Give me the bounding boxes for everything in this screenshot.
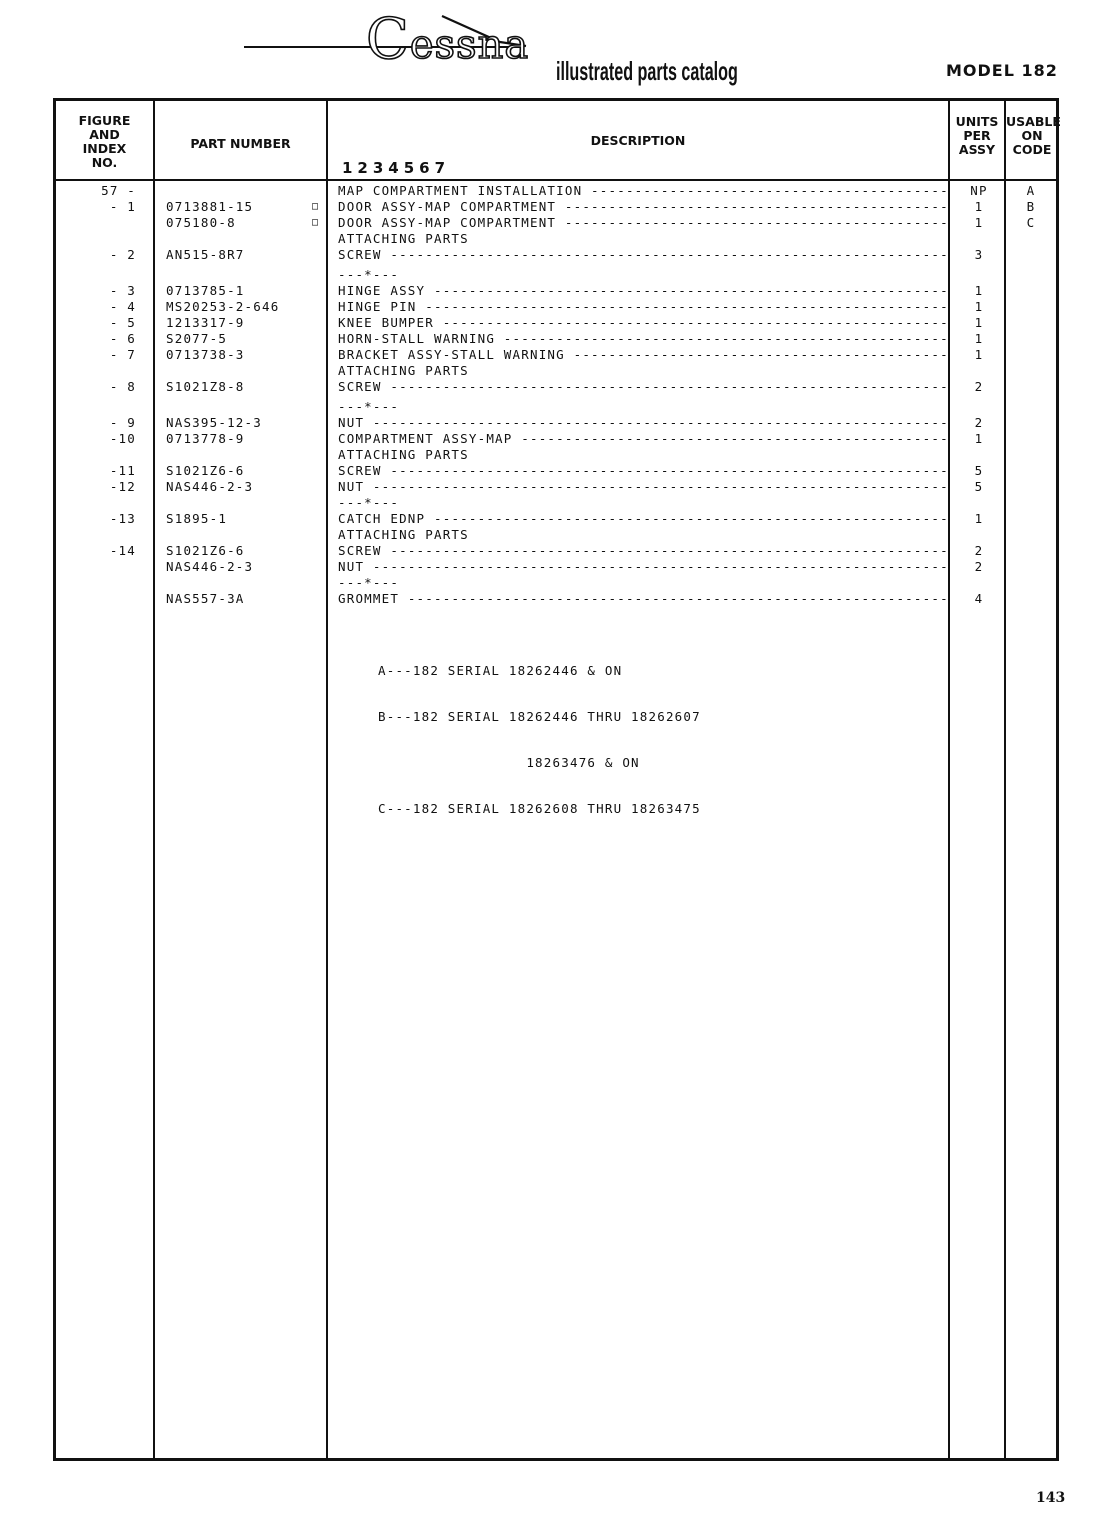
table-row bbox=[56, 575, 1056, 591]
figure-index-cell: -13 bbox=[109, 511, 136, 526]
units-per-assy-cell: 4 bbox=[974, 591, 984, 606]
figure-index-cell: 57 - bbox=[101, 183, 136, 198]
units-per-assy-cell: 1 bbox=[974, 299, 984, 314]
table-row bbox=[56, 247, 1056, 263]
table-row bbox=[56, 479, 1056, 495]
description-cell: GROMMET ----- bbox=[338, 591, 946, 606]
description-cell: ATTACHING PARTS bbox=[338, 527, 469, 542]
usable-code-cell: C bbox=[1026, 215, 1036, 230]
description-cell: CATCH EDNP ----- bbox=[338, 511, 946, 526]
table-row bbox=[56, 215, 1056, 231]
table-row bbox=[56, 591, 1056, 607]
table-row bbox=[56, 431, 1056, 447]
units-per-assy-cell: 1 bbox=[974, 331, 984, 346]
description-cell: NUT ----- bbox=[338, 559, 946, 574]
figure-index-cell: - 6 bbox=[109, 331, 136, 346]
part-number-cell: 075180-8 bbox=[166, 215, 236, 230]
description-cell: ATTACHING PARTS bbox=[338, 231, 469, 246]
description-cell: SCREW ----- bbox=[338, 247, 946, 262]
figure-index-cell: - 3 bbox=[109, 283, 136, 298]
revision-mark: □ bbox=[312, 217, 320, 228]
figure-index-cell: -12 bbox=[109, 479, 136, 494]
serial-notes bbox=[378, 633, 701, 847]
part-number-cell: 0713778-9 bbox=[166, 431, 245, 446]
part-number-cell: 0713785-1 bbox=[166, 283, 245, 298]
page-number: 143 bbox=[1036, 1490, 1066, 1506]
indent-digits: 1234567 bbox=[342, 159, 451, 177]
units-per-assy-cell: 1 bbox=[974, 431, 984, 446]
units-per-assy-cell: 2 bbox=[974, 415, 984, 430]
serial-note: 18263476 & ON bbox=[378, 755, 640, 770]
description-header: DESCRIPTION bbox=[590, 133, 686, 148]
table-row bbox=[56, 399, 1056, 415]
serial-note: C---182 SERIAL 18262608 THRU 18263475 bbox=[378, 801, 701, 816]
description-cell: MAP COMPARTMENT INSTALLATION ----- bbox=[338, 183, 946, 198]
serial-note: B---182 SERIAL 18262446 THRU 18262607 bbox=[378, 709, 701, 724]
part-number-cell: NAS395-12-3 bbox=[166, 415, 262, 430]
description-cell: NUT ----- bbox=[338, 479, 946, 494]
figure-index-cell: - 1 bbox=[109, 199, 136, 214]
table-row bbox=[56, 379, 1056, 395]
catalog-title: illustrated parts catalog bbox=[556, 56, 738, 86]
figure-index-cell: -14 bbox=[109, 543, 136, 558]
description-cell: BRACKET ASSY-STALL WARNING ----- bbox=[338, 347, 946, 362]
description-cell: COMPARTMENT ASSY-MAP ----- bbox=[338, 431, 946, 446]
usable-code-cell: A bbox=[1026, 183, 1036, 198]
description-cell: HORN-STALL WARNING ----- bbox=[338, 331, 946, 346]
header-divider bbox=[56, 179, 1056, 181]
part-number-cell: 0713881-15 bbox=[166, 199, 254, 214]
part-number-cell: S1895-1 bbox=[166, 511, 228, 526]
usable-on-code-header: USABLE ON CODE bbox=[1006, 114, 1061, 157]
part-number-cell: AN515-8R7 bbox=[166, 247, 245, 262]
table-row bbox=[56, 527, 1056, 543]
serial-note: A---182 SERIAL 18262446 & ON bbox=[378, 663, 623, 678]
table-row bbox=[56, 347, 1056, 363]
units-per-assy-cell: 3 bbox=[974, 247, 984, 262]
model-label: MODEL 182 bbox=[946, 61, 1058, 80]
figure-index-cell: -10 bbox=[109, 431, 136, 446]
units-per-assy-cell: 1 bbox=[974, 199, 984, 214]
units-per-assy-cell: 2 bbox=[974, 379, 984, 394]
figure-index-cell: - 7 bbox=[109, 347, 136, 362]
table-row bbox=[56, 511, 1056, 527]
units-per-assy-cell: 1 bbox=[974, 283, 984, 298]
part-number-cell: S2077-5 bbox=[166, 331, 228, 346]
units-per-assy-cell: 2 bbox=[974, 559, 984, 574]
part-number-header: PART NUMBER bbox=[190, 136, 291, 151]
units-per-assy-cell: 1 bbox=[974, 347, 984, 362]
units-per-assy-cell: 5 bbox=[974, 463, 984, 478]
description-cell: KNEE BUMPER ----- bbox=[338, 315, 946, 330]
description-cell: DOOR ASSY-MAP COMPARTMENT ----- bbox=[338, 215, 946, 230]
table-row bbox=[56, 331, 1056, 347]
figure-index-cell: - 5 bbox=[109, 315, 136, 330]
table-row bbox=[56, 447, 1056, 463]
part-number-cell: 0713738-3 bbox=[166, 347, 245, 362]
figure-index-cell: -11 bbox=[109, 463, 136, 478]
description-cell: ATTACHING PARTS bbox=[338, 363, 469, 378]
description-cell: ATTACHING PARTS bbox=[338, 447, 469, 462]
description-cell: NUT ----- bbox=[338, 415, 946, 430]
table-row bbox=[56, 543, 1056, 559]
table-row bbox=[56, 495, 1056, 511]
description-cell: SCREW ----- bbox=[338, 379, 946, 394]
part-number-cell: MS20253-2-646 bbox=[166, 299, 280, 314]
table-row bbox=[56, 199, 1056, 215]
units-per-assy-cell: 2 bbox=[974, 543, 984, 558]
description-cell: ---*--- bbox=[338, 495, 400, 510]
description-cell: SCREW ----- bbox=[338, 463, 946, 478]
table-row bbox=[56, 415, 1056, 431]
part-number-cell: 1213317-9 bbox=[166, 315, 245, 330]
table-row bbox=[56, 463, 1056, 479]
description-cell: ---*--- bbox=[338, 267, 400, 282]
catalog-header bbox=[0, 0, 1113, 100]
units-per-assy-cell: 1 bbox=[974, 511, 984, 526]
table-row bbox=[56, 231, 1056, 247]
description-cell: SCREW ----- bbox=[338, 543, 946, 558]
table-row bbox=[56, 183, 1056, 199]
units-per-assy-cell: 5 bbox=[974, 479, 984, 494]
figure-index-header: FIGURE AND INDEX NO. bbox=[78, 113, 131, 170]
description-cell: ---*--- bbox=[338, 399, 400, 414]
units-per-assy-cell: 1 bbox=[974, 215, 984, 230]
description-cell: ---*--- bbox=[338, 575, 400, 590]
part-number-cell: S1021Z6-6 bbox=[166, 463, 245, 478]
table-row bbox=[56, 299, 1056, 315]
usable-code-cell: B bbox=[1026, 199, 1036, 214]
revision-mark: □ bbox=[312, 201, 320, 212]
table-row bbox=[56, 559, 1056, 575]
description-cell: DOOR ASSY-MAP COMPARTMENT ----- bbox=[338, 199, 946, 214]
table-row bbox=[56, 363, 1056, 379]
parts-table bbox=[53, 98, 1059, 1461]
part-number-cell: S1021Z8-8 bbox=[166, 379, 245, 394]
units-per-assy-cell: NP bbox=[970, 183, 988, 198]
table-row bbox=[56, 267, 1056, 283]
figure-index-cell: - 8 bbox=[109, 379, 136, 394]
figure-index-cell: - 2 bbox=[109, 247, 136, 262]
table-row bbox=[56, 315, 1056, 331]
units-per-assy-cell: 1 bbox=[974, 315, 984, 330]
part-number-cell: S1021Z6-6 bbox=[166, 543, 245, 558]
table-row bbox=[56, 283, 1056, 299]
description-cell: HINGE ASSY ----- bbox=[338, 283, 946, 298]
figure-index-cell: - 9 bbox=[109, 415, 136, 430]
figure-index-cell: - 4 bbox=[109, 299, 136, 314]
part-number-cell: NAS557-3A bbox=[166, 591, 245, 606]
cessna-logo: Cessna bbox=[366, 7, 530, 72]
part-number-cell: NAS446-2-3 bbox=[166, 479, 254, 494]
units-per-assy-header: UNITS PER ASSY bbox=[955, 114, 999, 157]
part-number-cell: NAS446-2-3 bbox=[166, 559, 254, 574]
description-cell: HINGE PIN ----- bbox=[338, 299, 946, 314]
